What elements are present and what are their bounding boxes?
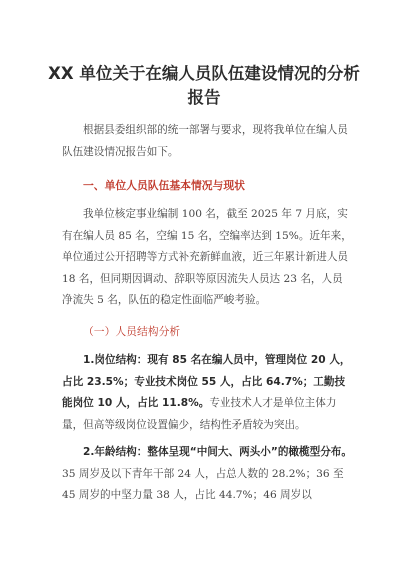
age-structure-text: 35 周岁及以下青年干部 24 人，占总人数的 28.2%；36 至 45 周岁的中坚力量 38 人，占比 44.7%；46 周岁以 bbox=[62, 467, 344, 501]
post-structure-bold: 1.岗位结构：现有 85 名在编人员中，管理岗位 20 人，占比 23.5%；专业技术岗位 55 人，占比 64.7%；工勤技能岗位 10 人，占比 11.8%。 bbox=[62, 354, 351, 409]
document-title bbox=[40, 62, 368, 110]
post-structure-paragraph bbox=[62, 350, 352, 436]
post-structure-text: 专业技术人才是单位主体力量，但高等级岗位设置偏少，结构性矛盾较为突出。 bbox=[62, 397, 337, 431]
intro-paragraph: 根据县委组织部的统一部署与要求，现将我单位在编人员队伍建设情况报告如下。 bbox=[62, 124, 348, 158]
subsection-1-heading: （一）人员结构分析 bbox=[83, 325, 181, 338]
age-structure-bold: 2.年龄结构：整体呈现“中间大、两头小”的橄榄型分布。 bbox=[83, 446, 352, 458]
section-1-heading: 一、单位人员队伍基本情况与现状 bbox=[83, 179, 245, 192]
section-1-paragraph: 我单位核定事业编制 100 名，截至 2025 年 7 月底，实有在编人员 85 名，空编 15 名，空编率达到 15%。近年来，单位通过公开招聘等方式补充新鲜血液，近三年累计新进人员 18 名，但同期因调动、辞职等原因流失人员达 23 名，人员净流失 5 名，队伍的稳定性面临严峻考验。 bbox=[62, 208, 352, 306]
age-structure-paragraph bbox=[62, 442, 352, 507]
title-line-2: 报告 bbox=[187, 88, 221, 107]
title-line-1: XX 单位关于在编人员队伍建设情况的分析 bbox=[48, 64, 360, 83]
